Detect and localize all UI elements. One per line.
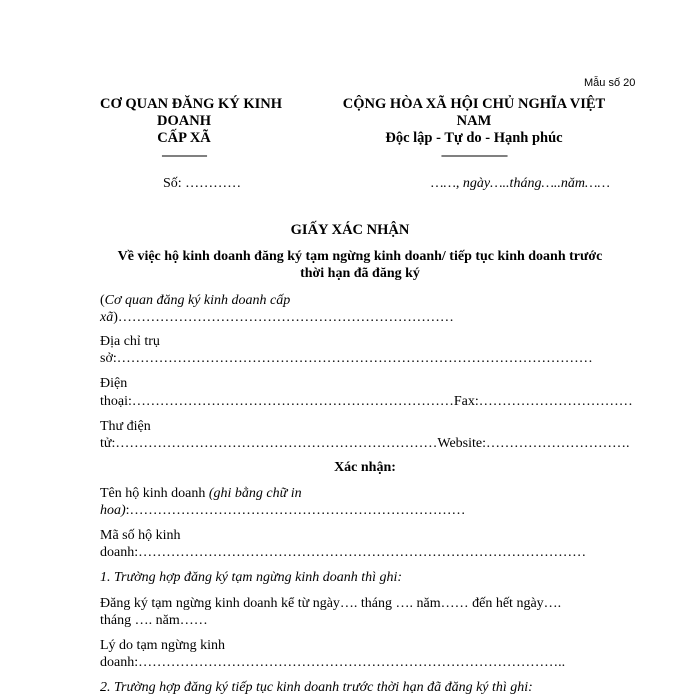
agency-name-field [100,292,290,309]
subtitle-line2: thời hạn đã đăng ký [300,266,420,281]
agency-header-divider: --------------- [161,148,207,162]
agency-header-line3: CẤP XÃ [157,130,211,146]
case2-heading: 2. Trường hợp đăng ký tiếp tục kinh doanh trước thời hạn đã đăng ký thì ghi: [100,680,533,695]
document-title: GIẤY XÁC NHẬN [290,222,410,238]
email-website-field: tử:……………………………………………………………Website:…………………………. [100,436,630,451]
agency-open-paren: ( [100,293,105,308]
place-date-line: ……, ngày…..tháng…..năm…… [431,176,610,191]
national-header [333,96,615,164]
business-code-label: Mã số hộ kinh [100,528,181,543]
business-name-dots: :……………………………………………………………… [125,503,466,518]
confirm-heading: Xác nhận: [334,460,396,475]
business-code-field: doanh:…………………………………………………………………………………… [100,545,587,560]
national-header-divider: ---------------------- [441,148,507,162]
case1-heading: 1. Trường hợp đăng ký tạm ngừng kinh doanh thì ghi: [100,570,403,585]
agency-name-field-cont [100,309,454,326]
business-name-field [100,502,466,519]
address-label: Địa chỉ trụ [100,334,160,349]
address-field: sở:………………………………………………………………………………………… [100,351,593,366]
business-name-hint-cont: hoa) [100,503,126,518]
form-number: Mẫu số 20 [584,77,636,89]
agency-name-dots: )……………………………………………………………… [113,310,454,325]
phone-fax-field: thoại:……………………………………………………………Fax:…………………………… [100,394,633,409]
email-label: Thư điện [100,419,151,434]
suspension-period-line1: Đăng ký tạm ngừng kinh doanh kể từ ngày…. tháng …. năm…… đến hết ngày…. [100,596,562,611]
national-motto: Độc lập - Tự do - Hạnh phúc [385,130,563,146]
subtitle-line1: Về việc hộ kinh doanh đăng ký tạm ngừng kinh doanh/ tiếp tục kinh doanh trước [117,249,603,264]
agency-name-label: Cơ quan đăng ký kinh doanh cấp [104,293,291,308]
business-name-text: Tên hộ kinh doanh [100,486,209,501]
phone-label: Điện [100,376,128,391]
document-subtitle [80,248,640,282]
suspension-reason-field: doanh:……………………………………………………………………………….. [100,655,566,670]
agency-header [100,96,283,164]
suspension-reason-label: Lý do tạm ngừng kinh [100,638,226,653]
agency-header-line1: CƠ QUAN ĐĂNG KÝ KINH [100,96,283,112]
business-name-hint: (ghi bằng chữ in [208,486,302,501]
agency-name-label-cont: xã [100,310,114,325]
national-header-line1: CỘNG HÒA XÃ HỘI CHỦ NGHĨA VIỆT [342,96,606,112]
suspension-period-line2: tháng …. năm…… [100,613,208,628]
document-number: Số: ………… [163,176,242,191]
national-header-line2: NAM [456,113,492,129]
business-name-label [100,485,302,502]
agency-header-line2: DOANH [157,113,211,129]
